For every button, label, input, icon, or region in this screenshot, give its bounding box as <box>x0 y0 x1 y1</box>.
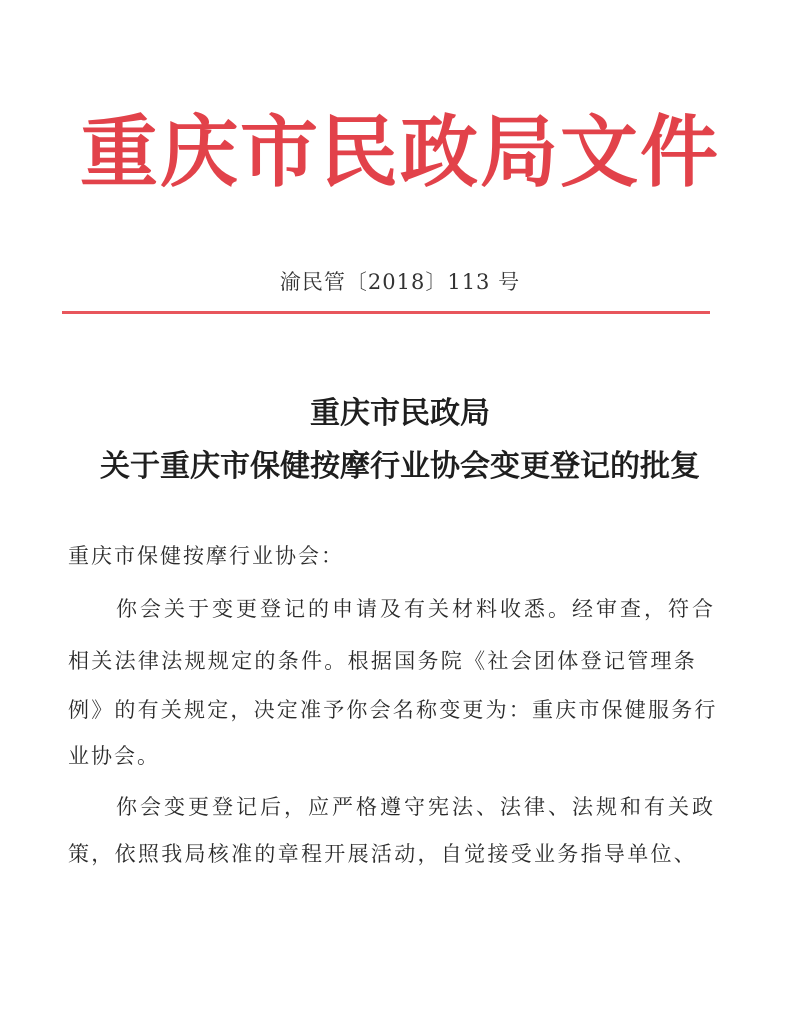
salutation: 重庆市保健按摩行业协会： <box>68 544 344 568</box>
body-text-line: 你会关于变更登记的申请及有关材料收悉。经审查，符合 <box>116 597 716 621</box>
red-divider-line <box>62 311 710 314</box>
document-title-issuer: 重庆市民政局 <box>310 396 490 431</box>
body-text-line: 相关法律法规规定的条件。根据国务院《社会团体登记管理条 <box>68 649 698 673</box>
body-text-line: 例》的有关规定，决定准予你会名称变更为：重庆市保健服务行 <box>68 698 718 722</box>
document-masthead: 重庆市民政局文件 <box>79 107 720 198</box>
document-number: 渝民管〔2018〕113 号 <box>279 270 521 294</box>
body-text-line: 你会变更登记后，应严格遵守宪法、法律、法规和有关政 <box>116 795 716 819</box>
body-text-line: 业协会。 <box>68 744 160 768</box>
body-text-line: 策，依照我局核准的章程开展活动，自觉接受业务指导单位、 <box>68 842 698 866</box>
document-title-subject: 关于重庆市保健按摩行业协会变更登记的批复 <box>100 449 700 484</box>
